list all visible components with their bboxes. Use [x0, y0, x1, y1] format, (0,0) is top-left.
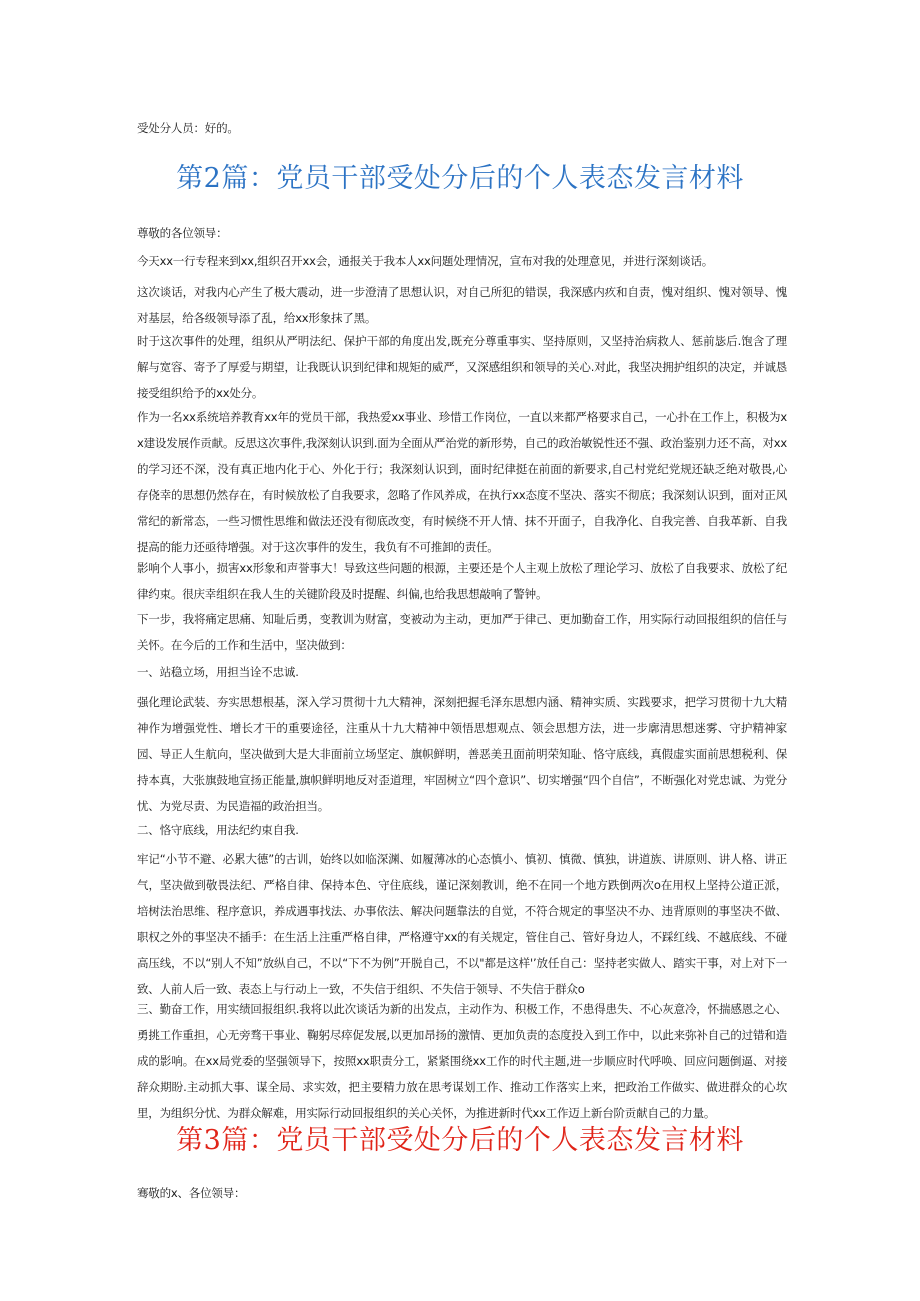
point-1-text: 强化理论武装、夯实思想根基，深入学习贯彻十九大精神，深刻把握毛泽东思想内涵、精神实质、实践要求，把学习贯彻十九大精神作为增强党性、增长才干的重要途径，注重从十九大精神中领悟思想观点、领会思想方法，进一步廓清思想迷雾、守护精神家园、导正人生航向，坚决做到大是大非面前立场坚定、旗帜鲜明，善恶美丑面前明荣知耻、恪守底线，真假虚实面前思想税利、保持本真，大张旗鼓地宣扬正能量,旗帜鲜明地反对歪道理，牢固树立“四个意识”、切实增强“四个自信”，不断强化对党忠诚、为党分忧、为党尽责、为民造福的政治担当。 [137, 695, 787, 813]
section-3-salutation: 骞敬的x、各位领导： [137, 1186, 246, 1200]
point-1-heading: 一、站稳立场，用担当诠不忠诚. [137, 665, 299, 679]
paragraph-4: 作为一名xx系统培养教育xx年的党员干部，我热爱xx事业、珍惜工作岗位，一直以来都严格要求自己，一心扑在工作上，积极为xx建设发展作贡献。反思这次事件,我深刻认识到.面为全面从严治党的新形势，自己的政治敏锐性还不强、政治鉴别力还不高，对xx的学习还不深，没有真正地内化于心、外化于行；我深刻认识到，面时纪律挺在前面的新要求,自己村党纪党规还缺乏绝对敬畏,心存侥幸的思想仍然存在，有时候放松了自我要求，忽略了作风养成，在执行xx态度不坚决、落实不彻底；我深刻认识到，面对正风常纪的新常态，一些习惯性思维和做法还没有彻底改变，有时候绕不开人情、抹不开面子，自我净化、自我完善、自我革新、自我提高的能力还亟待增强。对于这次事件的发生，我负有不可推卸的责任。 [137, 410, 787, 554]
paragraph-1: 今天xx一行专程来到xx,组织召开xx会，通报关于我本人xx问题处理情况，宣布对我的处理意见，并进行深刻谈话。 [137, 254, 714, 268]
closing-line: 受处分人员：好的。 [137, 121, 239, 135]
section-2-title: 第2篇：党员干部受处分后的个人表态发言材料 [176, 163, 744, 194]
paragraph-6: 下一步，我将痛定思痛、知耻后勇，变教训为财富，变被动为主动，更加严于律己、更加勤奋工作，用实际行动回报组织的信任与关怀。在今后的工作和生活中，坚决做到： [137, 612, 787, 652]
paragraph-3: 时于这次事件的处理，组织从严明法纪、保护干部的角度出发,既充分尊重事实、坚持原则，又坚持治病救人、惩前毖后.饱含了理解与宽容、寄予了厚爱与期望，让我既认识到纪律和规矩的威严，又深感组织和领导的关心.对此，我坚决拥护组织的决定，并诚恳接受组织给予的xx处分。 [137, 334, 787, 400]
section-3-title: 第3篇：党员干部受处分后的个人表态发言材料 [176, 1125, 744, 1156]
point-2-heading: 二、恪守底线，用法纪约束自我. [137, 823, 299, 837]
paragraph-5: 影响个人事小，损害xx形象和声誉事大！导致这些问题的根源，主要还是个人主观上放松了理论学习、放松了自我要求、放松了纪律约束。很庆幸组织在我人生的关键阶段及时提醒、纠偏,也给我思想敲响了警钟。 [137, 561, 787, 601]
paragraph-2: 这次谈话，对我内心产生了极大震动，进一步澄清了思想认识，对自己所犯的错误，我深感内疚和自责，愧对组织、愧对领导、愧对基层，给各级领导添了乱，给xx形象抹了黑。 [137, 285, 787, 325]
point-3-text: 三、勤奋工作，用实绩回报组织.我将以此次谈话为新的出发点，主动作为、积极工作，不患得患失、不心灰意冷，怀揣感恩之心、勇挑工作重担，心无旁骛干事业、鞠躬尽瘁促发展,以更加昂扬的激情、更加负责的态度投入到工作中，以此来弥补自己的过错和造成的影响。在xx局党委的坚强领导下，按照xx职责分工，紧紧围绕xx工作的时代主题,进一步顺应时代呼唤、回应问题倒逼、对接辞众期盼.主动抓大事、谋全局、求实效，把主要精力放在思考谋划工作、推动工作落实上来，把政治工作做实、做进群众的心坎里，为组织分忧、为群众解难，用实际行动回报组织的关心关怀，为推进新时代xx工作迈上新台阶贡献自己的力量。 [137, 1002, 787, 1120]
section-2-salutation: 尊敬的各位领导： [137, 226, 228, 240]
point-2-text: 牢记“小节不避、必累大德”的古训，始终以如临深渊、如履薄冰的心态慎小、慎初、慎微、慎独，讲道族、讲原则、讲人格、讲正气，坚决做到敬畏法纪、严格自律、保持本色、守住底线，谨记深刻教训，绝不在同一个地方跌倒两次o在用权上坚持公道正派，培树法治思维、程序意识，养成遇事找法、办事依法、解决问题靠法的自觉，不符合规定的事坚决不办、违背原则的事坚决不做、职权之外的事坚决不插手：在生活上注重严格自律，严格遵守xx的有关规定，管住自己、管好身边人，不踩红线、不越底线、不碰高压线，不以“别人不知”放纵自己，不以“下不为例”开脱自己，不以"都是这样'’放任自己：坚持老实做人、踏实干事，对上对下一致、人前人后一致、表态上与行动上一致，不失信于组织、不失信于领导、不失信于群众o [137, 852, 787, 996]
